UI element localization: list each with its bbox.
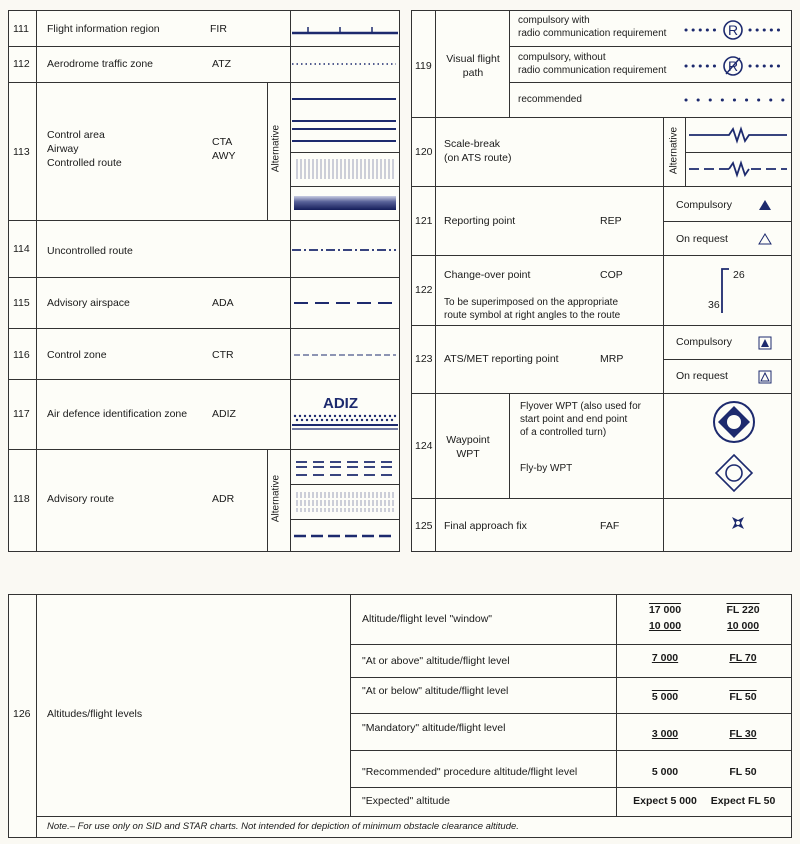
at-or-below-altitude: 5 000 bbox=[651, 691, 679, 703]
altitude-row-label: "Recommended" procedure altitude/flight level bbox=[362, 766, 578, 778]
row-abbr: ADA bbox=[212, 297, 234, 309]
mrp-compulsory-icon bbox=[758, 336, 772, 350]
row-number: 124 bbox=[415, 440, 433, 452]
row-number: 116 bbox=[13, 349, 30, 361]
adiz-symbol-text: ADIZ bbox=[323, 395, 358, 412]
altitude-row-label: "Expected" altitude bbox=[362, 795, 451, 807]
row-name: Reporting point bbox=[444, 215, 516, 227]
row-name: Waypoint WPT bbox=[446, 434, 490, 460]
row-number: 114 bbox=[13, 243, 30, 255]
control-area-double-line-symbol bbox=[292, 91, 398, 151]
row-number: 113 bbox=[13, 146, 30, 158]
expected-altitude: Expect 5 000 bbox=[633, 795, 697, 807]
sub-label: compulsory with radio communication requirement bbox=[518, 15, 667, 39]
row-abbr: ADIZ bbox=[212, 408, 236, 420]
row-abbr: ATZ bbox=[212, 58, 232, 70]
fir-boundary-symbol bbox=[292, 21, 398, 41]
row-number: 115 bbox=[13, 297, 30, 309]
row-name: ATS/MET reporting point bbox=[444, 353, 559, 365]
mandatory-flight-level: FL 30 bbox=[729, 728, 757, 740]
sub-label: Flyover WPT (also used for start point and end point of a controlled turn) bbox=[520, 401, 641, 438]
altitude-row-label: "At or above" altitude/flight level bbox=[362, 655, 510, 667]
scale-break-solid-symbol bbox=[689, 125, 789, 145]
altitude-row-label: "Mandatory" altitude/flight level bbox=[362, 722, 506, 734]
row-note: To be superimposed on the appropriate route symbol at right angles to the route bbox=[444, 297, 621, 321]
sub-label: compulsory, without radio communication requirement bbox=[518, 52, 667, 76]
cop-lower-value: 36 bbox=[708, 299, 720, 311]
radio-letter: R bbox=[728, 22, 739, 38]
at-or-below-flight-level: FL 50 bbox=[729, 691, 757, 703]
at-or-above-altitude: 7 000 bbox=[651, 652, 679, 664]
row-abbr: REP bbox=[600, 215, 622, 227]
right-symbol-table bbox=[411, 10, 792, 552]
row-name: Control zone bbox=[47, 349, 107, 361]
row-name: Air defence identification zone bbox=[47, 408, 188, 420]
row-number: 121 bbox=[415, 215, 433, 227]
row-number: 120 bbox=[415, 146, 433, 158]
sub-label: On request bbox=[676, 233, 728, 245]
altitude-table bbox=[8, 594, 792, 838]
advisory-airspace-dash-symbol bbox=[292, 298, 398, 308]
uncontrolled-route-dash-dot-symbol bbox=[292, 245, 398, 255]
row-name: Altitudes/flight levels bbox=[47, 708, 143, 720]
window-upper-altitude: 17 000 bbox=[648, 604, 682, 616]
row-name: Uncontrolled route bbox=[47, 245, 133, 257]
atz-dotted-line-symbol bbox=[292, 59, 398, 69]
row-abbr: CTA AWY bbox=[212, 136, 236, 162]
visual-flight-path-recommended-symbol bbox=[684, 95, 790, 105]
row-name: Control area Airway Controlled route bbox=[47, 129, 122, 169]
row-abbr: COP bbox=[600, 269, 623, 281]
row-number: 119 bbox=[415, 60, 432, 72]
row-abbr: FIR bbox=[210, 23, 227, 35]
row-name: Aerodrome traffic zone bbox=[47, 58, 154, 70]
final-approach-fix-icon bbox=[730, 515, 746, 531]
fly-by-waypoint-icon bbox=[714, 453, 754, 493]
flyover-waypoint-icon bbox=[712, 400, 756, 444]
advisory-route-double-dash-symbol bbox=[294, 457, 398, 479]
row-number: 118 bbox=[13, 493, 30, 505]
altitude-note: Note.– For use only on SID and STAR charts. Not intended for depiction of minimum obstacle clearance altitude. bbox=[47, 821, 519, 832]
change-over-point-symbol bbox=[697, 263, 757, 318]
row-name: Visual flight path bbox=[446, 53, 500, 79]
row-name: Scale-break (on ATS route) bbox=[444, 138, 512, 164]
at-or-above-flight-level: FL 70 bbox=[729, 652, 757, 664]
alternative-label: Alternative bbox=[270, 124, 282, 173]
window-lower-altitude: 10 000 bbox=[648, 620, 682, 632]
row-number: 123 bbox=[415, 353, 433, 365]
row-abbr: FAF bbox=[600, 520, 620, 532]
radio-letter: R bbox=[728, 58, 739, 74]
row-name: Flight information region bbox=[47, 23, 160, 35]
row-abbr: CTR bbox=[212, 349, 234, 361]
control-area-gradient-band-symbol bbox=[294, 194, 396, 212]
alternative-label: Alternative bbox=[668, 126, 680, 175]
row-abbr: MRP bbox=[600, 353, 624, 365]
advisory-route-hatched-symbol bbox=[295, 489, 395, 515]
alternative-label: Alternative bbox=[270, 474, 282, 523]
sub-label: recommended bbox=[518, 94, 582, 105]
cop-upper-value: 26 bbox=[733, 269, 745, 281]
altitude-row-label: "At or below" altitude/flight level bbox=[362, 685, 509, 697]
sub-label: On request bbox=[676, 370, 728, 382]
control-zone-dash-symbol bbox=[292, 350, 398, 360]
row-name: Advisory airspace bbox=[47, 297, 130, 309]
row-number: 117 bbox=[13, 408, 30, 420]
row-name: Change-over point bbox=[444, 269, 531, 281]
adiz-boundary-symbol bbox=[292, 413, 398, 433]
mandatory-altitude: 3 000 bbox=[651, 728, 679, 740]
compulsory-triangle-icon bbox=[758, 199, 772, 211]
window-upper-flight-level: FL 220 bbox=[726, 604, 760, 616]
expected-flight-level: Expect FL 50 bbox=[710, 795, 776, 807]
control-area-hatched-symbol bbox=[295, 156, 395, 182]
window-lower-flight-level: 10 000 bbox=[726, 620, 760, 632]
row-name: Final approach fix bbox=[444, 520, 527, 532]
sub-label: Compulsory bbox=[676, 199, 733, 211]
row-abbr: ADR bbox=[212, 493, 235, 505]
scale-break-dashed-symbol bbox=[689, 159, 789, 179]
recommended-flight-level: FL 50 bbox=[729, 766, 757, 778]
sub-label: Fly-by WPT bbox=[520, 463, 573, 474]
left-symbol-table bbox=[8, 10, 400, 552]
row-number: 122 bbox=[415, 284, 433, 296]
row-number: 112 bbox=[13, 58, 30, 70]
recommended-altitude: 5 000 bbox=[651, 766, 679, 778]
row-number: 125 bbox=[415, 520, 433, 532]
on-request-triangle-icon bbox=[758, 233, 772, 245]
mrp-on-request-icon bbox=[758, 370, 772, 384]
advisory-route-bold-dash-symbol bbox=[292, 531, 398, 541]
row-number: 111 bbox=[13, 23, 29, 35]
sub-label: Compulsory bbox=[676, 336, 733, 348]
row-number: 126 bbox=[13, 708, 31, 720]
altitude-row-label: Altitude/flight level "window" bbox=[362, 613, 493, 625]
row-name: Advisory route bbox=[47, 493, 115, 505]
